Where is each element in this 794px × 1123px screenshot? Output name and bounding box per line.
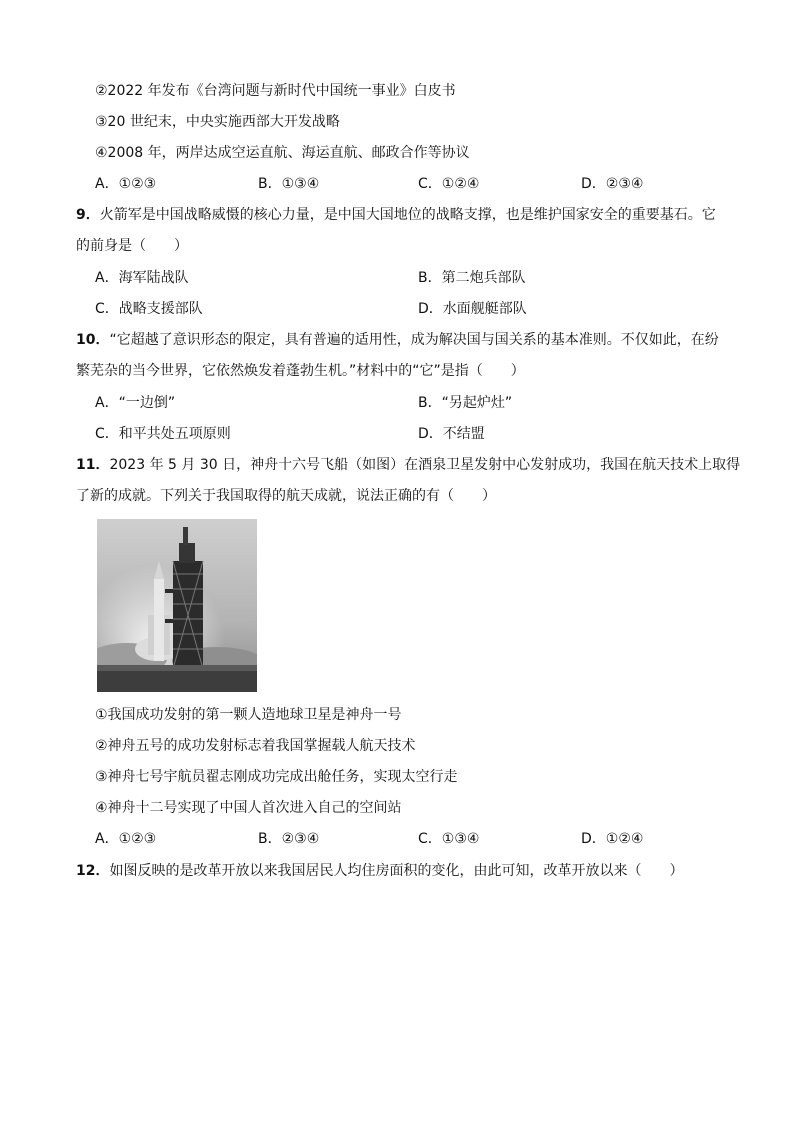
q11-item-4: ④神舟十二号实现了中国人首次进入自己的空间站 [95, 800, 402, 816]
q11-option-a: A．①②③ [95, 831, 157, 847]
q9-option-a: A．海军陆战队 [95, 270, 189, 286]
q12-stem-line1: 如图反映的是改革开放以来我国居民人均住房面积的变化，由此可知，改革开放以来（ ） [109, 863, 684, 879]
q11-item-2: ②神舟五号的成功发射标志着我国掌握载人航天技术 [95, 738, 416, 754]
q10-stem-line2: 繁芜杂的当今世界，它依然焕发着蓬勃生机。”材料中的“它”是指（ ） [76, 363, 525, 379]
q11-option-b: B．②③④ [258, 831, 320, 847]
q11-option-d: D．①②④ [581, 831, 644, 847]
q8-item-2: ②2022 年发布《台湾问题与新时代中国统一事业》白皮书 [95, 83, 456, 99]
q12-stem [76, 862, 683, 880]
q11-stem-line2: 了新的成就。下列关于我国取得的航天成就，说法正确的有（ ） [76, 488, 496, 504]
q11-option-c: C．①③④ [418, 831, 480, 847]
q8-item-4: ④2008 年，两岸达成空运直航、海运直航、邮政合作等协议 [95, 145, 470, 161]
q8-item-3: ③20 世纪末，中央实施西部大开发战略 [95, 114, 340, 130]
q10-number: 10． [76, 332, 110, 348]
q9-option-c: C．战略支援部队 [95, 301, 203, 317]
q11-item-3: ③神舟七号宇航员翟志刚成功完成出舱任务，实现太空行走 [95, 769, 458, 785]
q11-stem-line1: 2023 年 5 月 30 日，神舟十六号飞船（如图）在酒泉卫星发射中心发射成功，我国在航天技术上取得 [109, 457, 741, 473]
rocket-launch-illustration [97, 519, 257, 692]
q11-stem [76, 456, 740, 474]
q10-stem [76, 331, 719, 349]
q8-option-b: B．①③④ [258, 176, 320, 192]
q8-option-d: D．②③④ [581, 176, 644, 192]
q12-number: 12． [76, 863, 110, 879]
q9-stem-line2: 的前身是（ ） [76, 238, 188, 254]
q10-option-b: B．“另起炉灶” [418, 395, 513, 411]
rocket-launch-photo [97, 519, 257, 692]
q10-option-d: D．不结盟 [418, 426, 485, 442]
q11-number: 11． [76, 457, 110, 473]
q10-stem-line1: “它超越了意识形态的限定，具有普遍的适用性，成为解决国与国关系的基本准则。不仅如此，在纷 [109, 332, 719, 348]
q8-option-a: A．①②③ [95, 176, 157, 192]
q9-option-b: B．第二炮兵部队 [418, 270, 526, 286]
q10-option-a: A．“一边倒” [95, 395, 176, 411]
q9-stem-line1: 火箭军是中国战略威慑的核心力量，是中国大国地位的战略支撑，也是维护国家安全的重要基石。它 [99, 207, 716, 223]
q9-option-d: D．水面舰艇部队 [418, 301, 527, 317]
q10-option-c: C．和平共处五项原则 [95, 426, 231, 442]
q8-option-c: C．①②④ [418, 176, 480, 192]
q9-number: 9． [76, 207, 100, 223]
q9-stem [76, 206, 716, 224]
q11-item-1: ①我国成功发射的第一颗人造地球卫星是神舟一号 [95, 707, 402, 723]
